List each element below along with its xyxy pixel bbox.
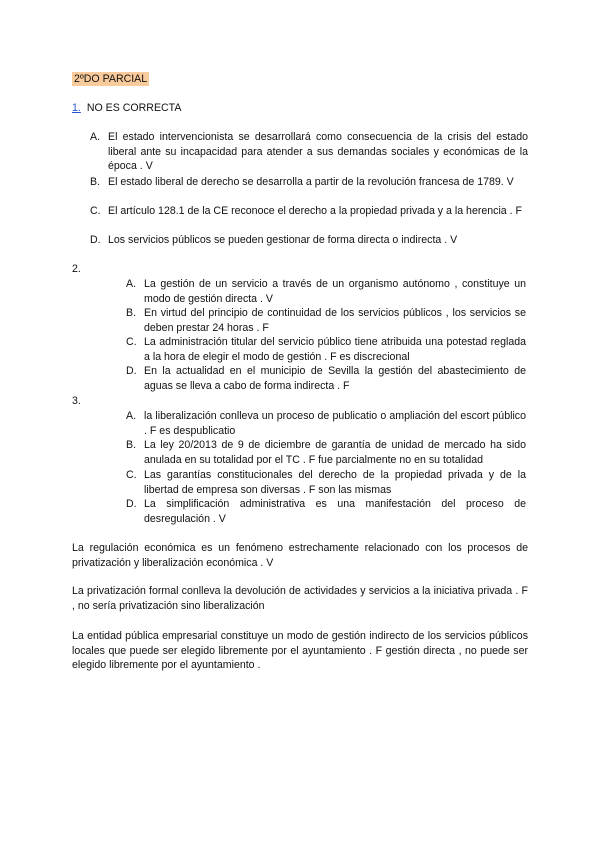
statement-paragraph: La regulación económica es un fenómeno estrechamente relacionado con los procesos de privatización y liberalización económica . V <box>72 542 528 569</box>
question-1-number-link[interactable]: 1. <box>72 102 81 114</box>
item-text: El estado liberal de derecho se desarrolla a partir de la revolución francesa de 1789. V <box>108 176 514 188</box>
item-text: la liberalización conlleva un proceso de publicatio o ampliación del escort público . F es despublicatio <box>144 410 526 437</box>
item-label: B. <box>126 307 137 319</box>
item-label: A. <box>126 410 137 422</box>
item-text: La simplificación administrativa es una manifestación del proceso de desregulación . V <box>144 498 526 525</box>
item-text: Los servicios públicos se pueden gestionar de forma directa o indirecta . V <box>108 234 458 246</box>
item-label: C. <box>126 336 137 348</box>
item-label: C. <box>90 205 101 217</box>
item-text: En virtud del principio de continuidad de los servicios públicos , los servicios se deben prestar 24 horas . F <box>144 307 526 334</box>
item-text: El artículo 128.1 de la CE reconoce el derecho a la propiedad privada y a la herencia . F <box>108 205 522 217</box>
item-label: D. <box>126 365 137 377</box>
item-label: C. <box>126 469 137 481</box>
item-text: La gestión de un servicio a través de un organismo autónomo , constituye un modo de gestión directa . V <box>144 278 526 305</box>
question-3-number: 3. <box>72 395 81 407</box>
item-text: El estado intervencionista se desarrollará como consecuencia de la crisis del estado liberal ante su incapacidad para atender a sus demandas sociales y económicas de la época . V <box>108 131 528 172</box>
item-label: D. <box>90 234 101 246</box>
page-title: 2ºDO PARCIAL <box>74 73 148 85</box>
item-text: La ley 20/2013 de 9 de diciembre de garantía de unidad de mercado ha sido anulada en su totalidad por el TC . F fue parcialmente no en su totalidad <box>144 439 526 466</box>
item-text: La administración titular del servicio público tiene atribuida una potestad reglada a la hora de elegir el modo de gestión . F es discrecional <box>144 336 526 363</box>
item-label: B. <box>126 439 137 451</box>
item-label: D. <box>126 498 137 510</box>
item-text: En la actualidad en el municipio de Sevilla la gestión del abastecimiento de aguas se lleva a cabo de forma indirecta . F <box>144 365 526 392</box>
item-label: A. <box>126 278 137 290</box>
question-1-heading-text: NO ES CORRECTA <box>86 102 182 114</box>
statement-paragraph: La entidad pública empresarial constituye un modo de gestión indirecto de los servicios públicos locales que puede ser elegido libremente por el ayuntamiento . F gestión directa , no puede ser elegido libremente por el ayuntamiento . <box>72 630 528 671</box>
question-2-number: 2. <box>72 263 81 275</box>
item-label: A. <box>90 131 101 143</box>
item-text: Las garantías constitucionales del derecho de la propiedad privada y de la libertad de empresa son diversas . F son las mismas <box>144 469 526 496</box>
statement-paragraph: La privatización formal conlleva la devolución de actividades y servicios a la iniciativa privada . F , no sería privatización sino liberalización <box>72 585 528 612</box>
question-1-heading <box>72 101 181 116</box>
item-label: B. <box>90 176 101 188</box>
